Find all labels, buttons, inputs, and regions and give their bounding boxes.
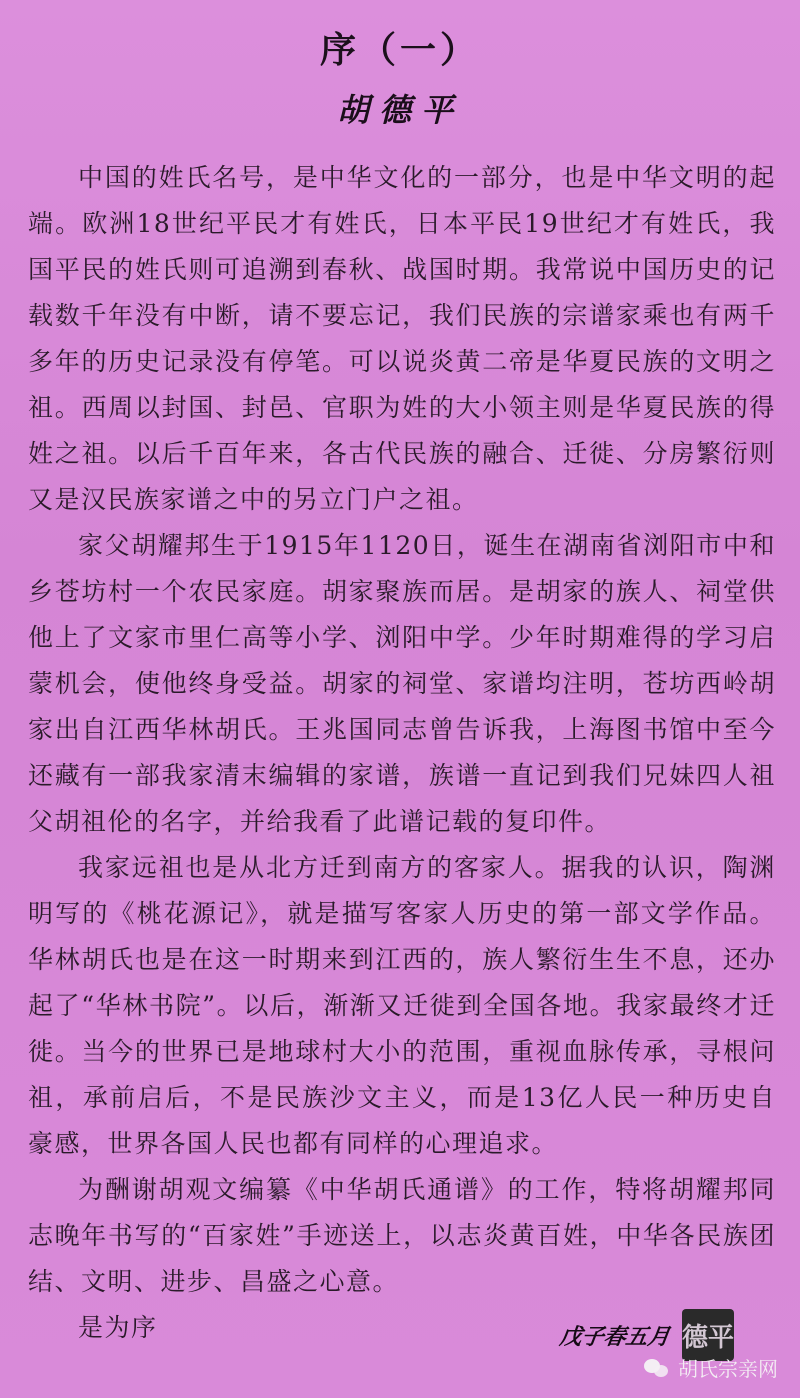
paragraph-4: 为酬谢胡观文编纂《中华胡氏通谱》的工作，特将胡耀邦同志晚年书写的“百家姓”手迹送上，以志炎黄百姓，中华各民族团结、文明、进步、昌盛之心意。 bbox=[28, 1175, 776, 1296]
wechat-icon bbox=[644, 1357, 670, 1379]
paragraph-3: 我家远祖也是从北方迁到南方的客家人。据我的认识，陶渊明写的《桃花源记》，就是描写客家人历史的第一部文学作品。华林胡氏也是在这一时期来到江西的，族人繁衍生生不息，还办起了“华林书院”。以后，渐渐又迁徙到全国各地。我家最终才迁徙。当今的世界已是地球村大小的范围，重视血脉传承，寻根问祖，承前启后，不是民族沙文主义，而是13亿人民一种历史自豪感，世界各国人民也都有同样的心理追求。 bbox=[28, 853, 776, 1158]
watermark bbox=[644, 1353, 778, 1382]
author-name: 胡德平 bbox=[336, 91, 463, 129]
seal-stamp: 德平 bbox=[682, 1309, 734, 1361]
signature-date: 戊子春五月 bbox=[557, 1323, 672, 1350]
closing-line: 是为序 bbox=[78, 1313, 158, 1342]
preface-body bbox=[28, 155, 776, 1351]
page-title: 序（一） bbox=[319, 30, 480, 71]
paragraph-2: 家父胡耀邦生于1915年1120日，诞生在湖南省浏阳市中和乡苍坊村一个农民家庭。胡家聚族而居。是胡家的族人、祠堂供他上了文家市里仁高等小学、浏阳中学。少年时期难得的学习启蒙机会，使他终身受益。胡家的祠堂、家谱均注明，苍坊西岭胡家出自江西华林胡氏。王兆国同志曾告诉我，上海图书馆中至今还藏有一部我家清末编辑的家谱，族谱一直记到我们兄妹四人祖父胡祖伦的名字，并给我看了此谱记载的复印件。 bbox=[28, 531, 776, 836]
watermark-text: 胡氏宗亲网 bbox=[678, 1357, 778, 1381]
paragraph-1: 中国的姓氏名号，是中华文化的一部分，也是中华文明的起端。欧洲18世纪平民才有姓氏，日本平民19世纪才有姓氏，我国平民的姓氏则可追溯到春秋、战国时期。我常说中国历史的记载数千年没有中断，请不要忘记，我们民族的宗谱家乘也有两千多年的历史记录没有停笔。可以说炎黄二帝是华夏民族的文明之祖。西周以封国、封邑、官职为姓的大小领主则是华夏民族的得姓之祖。以后千百年来，各古代民族的融合、迁徙、分房繁衍则又是汉民族家谱之中的另立门户之祖。 bbox=[28, 163, 776, 514]
